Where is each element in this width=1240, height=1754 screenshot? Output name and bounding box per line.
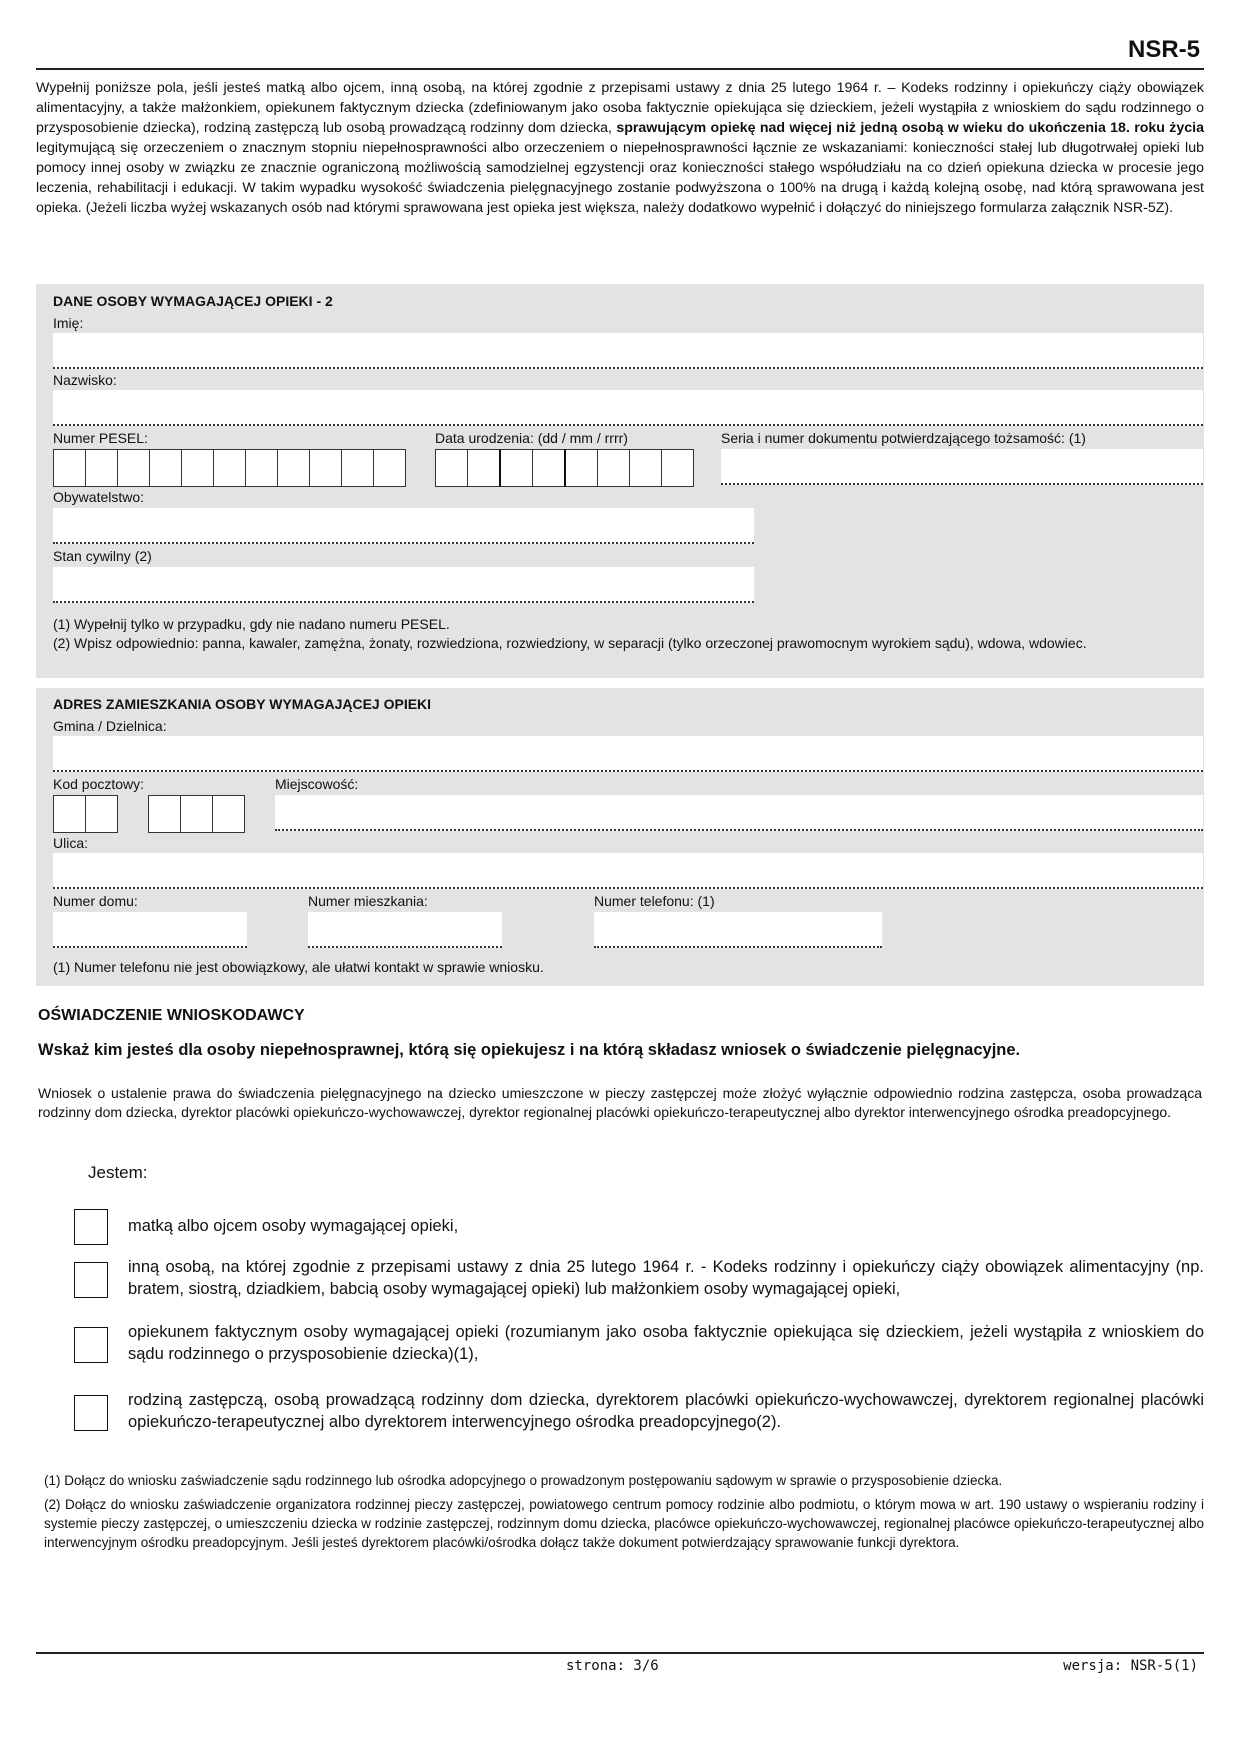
bottom-divider xyxy=(36,1652,1204,1654)
citizenship-field[interactable] xyxy=(53,508,754,544)
postal-digit-box[interactable] xyxy=(212,795,245,833)
form-id: NSR-5 xyxy=(1127,36,1200,63)
pesel-digit-box[interactable] xyxy=(373,449,406,487)
person-section-title: DANE OSOBY WYMAGAJĄCEJ OPIEKI - 2 xyxy=(53,293,333,309)
marital-status-label: Stan cywilny (2) xyxy=(53,548,152,564)
birth-year-box[interactable] xyxy=(629,449,662,487)
pesel-digit-box[interactable] xyxy=(277,449,310,487)
option-relative-label: inną osobą, na której zgodnie z przepisami ustawy z dnia 25 lutego 1964 r. - Kodeks rodzinny i opiekuńczy ciąży obowiązek alimentacyjny (np. bratem, siostrą, dziadkiem, babcią osoby wymagającej opieki) lub małżonkiem osoby wymagającej opieki, xyxy=(128,1258,1204,1298)
option-relative-checkbox[interactable] xyxy=(74,1262,108,1298)
birth-year-box[interactable] xyxy=(661,449,694,487)
pesel-digit-box[interactable] xyxy=(181,449,214,487)
house-number-field[interactable] xyxy=(53,912,247,948)
postal-code-input-2[interactable] xyxy=(149,795,245,833)
pesel-digit-box[interactable] xyxy=(53,449,86,487)
id-document-field[interactable] xyxy=(721,449,1203,485)
first-name-field[interactable] xyxy=(53,333,1203,369)
address-note-1: (1) Numer telefonu nie jest obowiązkowy, ale ułatwi kontakt w sprawie wniosku. xyxy=(53,959,544,975)
commune-field[interactable] xyxy=(53,736,1203,772)
pesel-digit-box[interactable] xyxy=(117,449,150,487)
birth-year-box[interactable] xyxy=(597,449,630,487)
birth-month-box[interactable] xyxy=(499,449,533,487)
birth-year-box[interactable] xyxy=(564,449,598,487)
declaration-info: Wniosek o ustalenie prawa do świadczenia pielęgnacyjnego na dziecko umieszczone w pieczy zastępczej może złożyć wyłącznie odpowiednio rodzina zastępcza, osoba prowadząca rodzinny dom dziecka, dyrektor placówki opiekuńczo-wychowawczej, dyrektor regionalnej placówki opiekuńczo-terapeutycznej albo dyrektor interwencyjnego ośrodka preadopcyjnego. xyxy=(38,1085,1202,1120)
declaration-footnote-1: (1) Dołącz do wniosku zaświadczenie sądu rodzinnego lub ośrodka adopcyjnego o prowadzonym postępowaniu sądowym w sprawie o przysposobienie dziecka. xyxy=(44,1473,1003,1488)
city-field[interactable] xyxy=(275,795,1203,831)
phone-label: Numer telefonu: (1) xyxy=(594,893,715,909)
declaration-footnote-2: (2) Dołącz do wniosku zaświadczenie organizatora rodzinnej pieczy zastępczej, powiatowego centrum pomocy rodzinie albo podmiotu, o którym mowa w art. 190 ustawy o wspieraniu rodziny i systemie pieczy zastępczej, o umieszczeniu dziecka w rodzinie zastępczej, rodzinnym domu dziecka, placówce opiekuńczo-wychowawczej, regionalnej placówce opiekuńczo-terapeutycznej albo interwencyjnym ośrodku preadopcyjnym. Jeśli jesteś dyrektorem placówki/ośrodka dołącz także dokument potwierdzający sprawowanie funkcji dyrektora. xyxy=(44,1497,1204,1550)
pesel-digit-box[interactable] xyxy=(245,449,278,487)
jestem-label: Jestem: xyxy=(88,1163,148,1182)
person-note-1: (1) Wypełnij tylko w przypadku, gdy nie nadano numeru PESEL. xyxy=(53,616,450,632)
form-version: wersja: NSR-5(1) xyxy=(1063,1658,1198,1674)
first-name-label: Imię: xyxy=(53,315,84,331)
option-foster xyxy=(74,1389,1204,1433)
id-document-label: Seria i numer dokumentu potwierdzającego tożsamość: (1) xyxy=(721,430,1086,446)
address-section xyxy=(36,688,1204,986)
pesel-digit-box[interactable] xyxy=(149,449,182,487)
birth-day-box[interactable] xyxy=(467,449,500,487)
street-label: Ulica: xyxy=(53,835,89,851)
person-section xyxy=(36,284,1204,678)
pesel-digit-box[interactable] xyxy=(309,449,342,487)
declaration-title: OŚWIADCZENIE WNIOSKODAWCY xyxy=(38,1007,305,1024)
option-parent xyxy=(74,1203,1204,1245)
address-section-title: ADRES ZAMIESZKANIA OSOBY WYMAGAJĄCEJ OPIEKI xyxy=(53,696,432,712)
citizenship-label: Obywatelstwo: xyxy=(53,489,145,505)
birth-day-box[interactable] xyxy=(435,449,468,487)
marital-status-field[interactable] xyxy=(53,567,754,603)
postal-code-input[interactable] xyxy=(54,795,118,833)
postal-digit-box[interactable] xyxy=(53,795,86,833)
flat-number-label: Numer mieszkania: xyxy=(308,893,428,909)
person-note-2: (2) Wpisz odpowiednio: panna, kawaler, zamężna, żonaty, rozwiedziona, rozwiedziony, w separacji (tylko orzeczonej prawomocnym wyrokiem sądu), wdowa, wdowiec. xyxy=(53,635,1087,651)
intro-text-2: legitymującą się orzeczeniem o znacznym stopniu niepełnosprawności albo orzeczeniem o niepełnosprawności łącznie ze wskazaniami: konieczności stałej lub długotrwałej opieki lub pomocy innej osoby w związku ze znacznie ograniczoną możliwością samodzielnej egzystencji oraz konieczności stałego współudziału na co dzień opiekuna dziecka w procesie jego leczenia, rehabilitacji i edukacji. W takim wypadku wysokość świadczenia pielęgnacyjnego zostanie podwyższona o 100% na drugą i każdą kolejną osobę, nad którą sprawowana jest opieka. (Jeżeli liczba wyżej wskazanych osób nad którymi sprawowana jest opieka jest większa, należy dodatkowo wypełnić i dołączyć do niniejszego formularza załącznik NSR-5Z). xyxy=(36,140,1204,216)
commune-label: Gmina / Dzielnica: xyxy=(53,718,167,734)
postal-digit-box[interactable] xyxy=(85,795,118,833)
option-guardian-checkbox[interactable] xyxy=(74,1327,108,1363)
top-divider xyxy=(36,68,1204,70)
pesel-label: Numer PESEL: xyxy=(53,430,148,446)
pesel-digit-box[interactable] xyxy=(213,449,246,487)
city-label: Miejscowość: xyxy=(275,776,359,792)
option-guardian xyxy=(74,1321,1204,1365)
postal-code-label: Kod pocztowy: xyxy=(53,776,145,792)
phone-field[interactable] xyxy=(594,912,882,948)
house-number-label: Numer domu: xyxy=(53,893,138,909)
last-name-field[interactable] xyxy=(53,390,1203,426)
pesel-input[interactable] xyxy=(54,449,406,487)
birth-month-box[interactable] xyxy=(532,449,565,487)
flat-number-field[interactable] xyxy=(308,912,502,948)
option-relative xyxy=(74,1256,1204,1300)
postal-digit-box[interactable] xyxy=(148,795,181,833)
intro-text-bold: sprawującym opiekę nad więcej niż jedną osobą w wieku do ukończenia 18. roku życia xyxy=(616,120,1204,136)
option-foster-label: rodziną zastępczą, osobą prowadzącą rodzinny dom dziecka, dyrektorem placówki opiekuńczo-wychowawczej, dyrektorem regionalnej placówki opiekuńczo-terapeutycznej albo dyrektorem interwencyjnego ośrodka preadopcyjnego(2). xyxy=(128,1391,1204,1431)
street-field[interactable] xyxy=(53,853,1203,889)
option-guardian-label: opiekunem faktycznym osoby wymagającej opieki (rozumianym jako osoba faktycznie opiekująca się dzieckiem, jeżeli wystąpiła z wnioskiem do sądu rodzinnego o przysposobienie dziecka)(1), xyxy=(128,1323,1204,1363)
pesel-digit-box[interactable] xyxy=(85,449,118,487)
birth-date-label: Data urodzenia: (dd / mm / rrrr) xyxy=(435,430,628,446)
pesel-digit-box[interactable] xyxy=(341,449,374,487)
postal-digit-box[interactable] xyxy=(180,795,213,833)
last-name-label: Nazwisko: xyxy=(53,372,117,388)
intro-text-1: Wypełnij poniższe pola, jeśli jesteś matką albo ojcem, inną osobą, na której zgodnie z przepisami ustawy z dnia 25 lutego 1964 r. – Kodeks rodzinny i opiekuńczy ciąży obowiązek alimentacyjny, a także małżonkiem, opiekunem faktycznym dziecka (zdefiniowanym jako osoba faktycznie opiekująca się dzieckiem, jeżeli wystąpiła z wnioskiem do sądu rodzinnego o przysposobienie dziecka), rodziną zastępczą lub osobą prowadzącą rodzinny dom dziecka, xyxy=(36,80,1204,136)
option-parent-checkbox[interactable] xyxy=(74,1209,108,1245)
page-number: strona: 3/6 xyxy=(566,1658,659,1674)
option-foster-checkbox[interactable] xyxy=(74,1395,108,1431)
declaration-question: Wskaż kim jesteś dla osoby niepełnosprawnej, którą się opiekujesz i na którą składasz wniosek o świadczenie pielęgnacyjne. xyxy=(38,1041,1021,1059)
birth-date-input[interactable] xyxy=(436,449,694,487)
option-parent-label: matką albo ojcem osoby wymagającej opieki, xyxy=(128,1217,459,1235)
intro-paragraph xyxy=(36,78,1204,218)
